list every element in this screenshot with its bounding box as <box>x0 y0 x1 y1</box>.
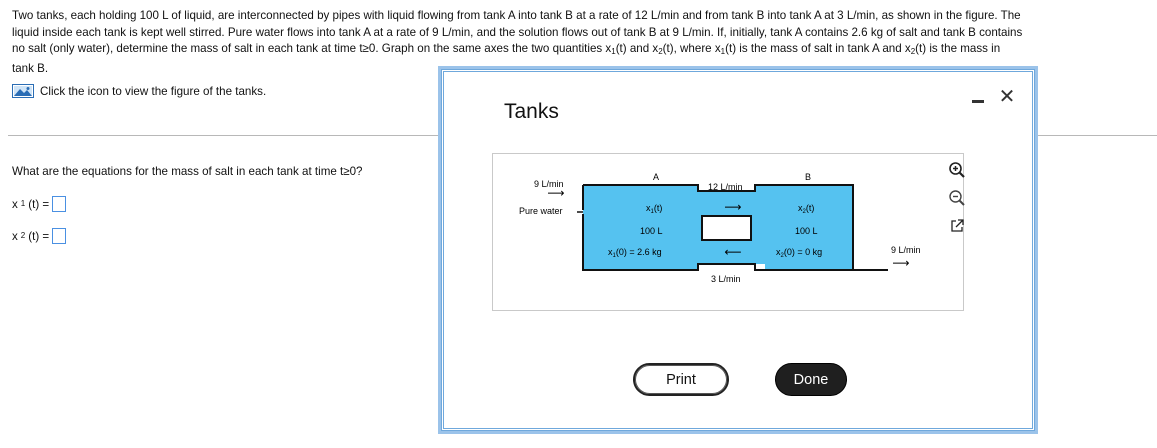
subscript: 1 <box>720 47 726 56</box>
tank-b-var: $x_2(t)$ <box>798 203 815 215</box>
minimize-icon[interactable] <box>971 93 985 107</box>
tank-b-name: B <box>805 172 812 182</box>
pipe-top-rate: 12 L/min <box>708 182 743 192</box>
tank-a-volume: 100 L <box>640 226 663 236</box>
tanks-diagram <box>493 154 963 310</box>
problem-line: tank B. <box>12 61 49 75</box>
zoom-in-icon[interactable] <box>946 159 968 181</box>
subscript: 1 <box>611 47 616 56</box>
inflow-rate-label: 9 L/min <box>534 179 564 189</box>
tank-a-initial: $x_1(0) = 2.6$ kg <box>608 247 662 259</box>
problem-text: (t) is the mass of salt in tank A and x <box>725 42 911 55</box>
equation-var: x <box>12 197 18 211</box>
problem-line: liquid inside each tank is kept well stirred. Pure water flows into tank A at a rate of 9 L/min, and the solution flows out of tank B at 9 L/min. If, initially, tank A contains 2.6 kg of salt and tank B contains <box>12 25 1023 39</box>
tank-a-var: $x_1(t)$ <box>646 203 663 215</box>
inflow-arrow: ⟶ <box>547 186 565 200</box>
tank-a-name: A <box>653 172 660 182</box>
figure-hint <box>12 84 266 98</box>
tanks-figure <box>492 153 964 311</box>
equation-suffix: (t) = <box>28 229 50 243</box>
tanks-dialog <box>438 66 1038 434</box>
equation-x2: x 2 (t) = <box>12 228 66 244</box>
tank-b-volume: 100 L <box>795 226 818 236</box>
problem-text: (t) is the mass in <box>915 42 1001 55</box>
arrow-left-icon: ⟵ <box>724 245 742 259</box>
equation-suffix: (t) = <box>28 197 50 211</box>
problem-text: (t) and x <box>615 42 659 55</box>
equation-var: x <box>12 229 18 243</box>
problem-line: Two tanks, each holding 100 L of liquid, are interconnected by pipes with liquid flowing from tank A into tank B at a rate of 12 L/min and from tank B into tank A at 3 L/min, as shown in the figure. The <box>12 9 1021 22</box>
subscript: 2 <box>910 47 916 56</box>
problem-line <box>12 41 1147 58</box>
pipe-divider <box>702 216 751 240</box>
pipe-bottom-rate: 3 L/min <box>711 274 741 284</box>
problem-text: no salt (only water), determine the mass of salt in each tank at time t≥0. Graph on the same axes the two quantities x <box>12 42 612 55</box>
arrow-right-icon: ⟶ <box>724 200 742 214</box>
dialog-title: Tanks <box>504 100 559 123</box>
tank-b-initial: $x_2(0) = 0$ kg <box>776 247 823 259</box>
subscript: 2 <box>658 47 663 56</box>
zoom-out-icon[interactable] <box>946 187 968 209</box>
answer-input-x1[interactable] <box>52 196 66 212</box>
answer-input-x2[interactable] <box>52 228 66 244</box>
pop-out-icon[interactable] <box>946 215 968 237</box>
image-icon[interactable] <box>12 84 34 98</box>
hint-text: Click the icon to view the figure of the tanks. <box>40 84 267 98</box>
problem-text: (t), where x <box>662 42 721 55</box>
close-icon[interactable]: ✕ <box>998 86 1016 108</box>
print-button[interactable]: Print <box>633 363 729 396</box>
outflow-rate-label: 9 L/min <box>891 245 921 255</box>
equation-x1: x 1 (t) = <box>12 196 66 212</box>
done-button[interactable]: Done <box>775 363 847 396</box>
question-text: What are the equations for the mass of salt in each tank at time t≥0? <box>12 165 363 178</box>
outflow-arrow: ⟶ <box>892 256 910 270</box>
inflow-label: Pure water <box>519 206 563 216</box>
